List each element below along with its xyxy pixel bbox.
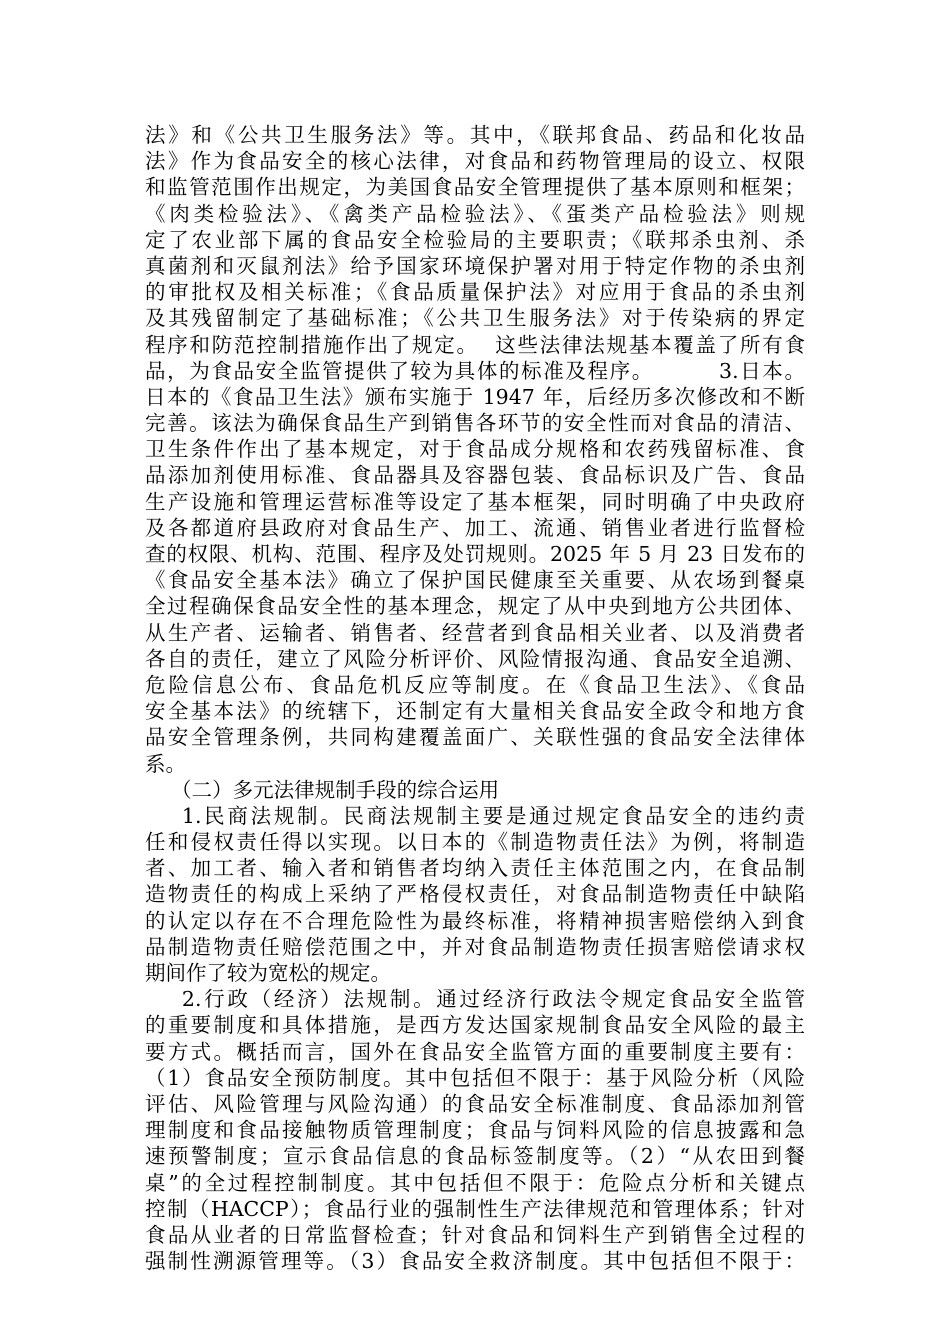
text-line: （1）食品安全预防制度。其中包括但不限于：基于风险分析（风险 <box>145 1065 805 1090</box>
text-line: 和监管范围作出规定，为美国食品安全管理提供了基本原则和框架； <box>145 175 805 200</box>
text-line: 危险信息公布、食品危机反应等制度。在《食品卫生法》、《食品 <box>145 672 805 697</box>
text-line: 生产设施和管理运营标准等设定了基本框架，同时明确了中央政府 <box>145 489 805 514</box>
text-line: 期间作了较为宽松的规定。 <box>145 961 391 985</box>
text-line: 理制度和食品接触物质管理制度；食品与饲料风险的信息披露和急 <box>145 1118 805 1143</box>
text-line: 的认定以存在不合理危险性为最终标准，将精神损害赔偿纳入到食 <box>145 908 805 933</box>
text-line: 任和侵权责任得以实现。以日本的《制造物责任法》为例，将制造 <box>145 830 805 855</box>
text-line: 1.民商法规制。民商法规制主要是通过规定食品安全的违约责 <box>145 803 805 828</box>
text-line: 各自的责任，建立了风险分析评价、风险情报沟通、食品安全追溯、 <box>145 646 805 671</box>
text-line: 食品从业者的日常监督检查；针对食品和饲料生产到销售全过程的 <box>145 1222 805 1247</box>
text-line: 速预警制度；宣示食品信息的食品标签制度等。（2）“从农田到餐 <box>145 1144 805 1169</box>
text-line: 桌”的全过程控制制度。其中包括但不限于：危险点分析和关键点 <box>145 1170 805 1195</box>
text-line: 系。 <box>145 751 186 776</box>
text-line: （二）多元法律规制手段的综合运用 <box>145 777 500 802</box>
text-line: 定了农业部下属的食品安全检验局的主要职责；《联邦杀虫剂、杀 <box>145 227 805 252</box>
text-line: 的重要制度和具体措施，是西方发达国家规制食品安全风险的最主 <box>145 1013 805 1038</box>
text-line: 2.行政（经济）法规制。通过经济行政法令规定食品安全监管 <box>145 987 805 1012</box>
text-line: 全过程确保食品安全性的基本理念，规定了从中央到地方公共团体、 <box>145 594 805 619</box>
text-line: 安全基本法》的统辖下，还制定有大量相关食品安全政令和地方食 <box>145 699 805 724</box>
text-line: 品安全管理条例，共同构建覆盖面广、关联性强的食品安全法律体 <box>145 725 805 750</box>
text-line: 从生产者、运输者、销售者、经营者到食品相关业者、以及消费者 <box>145 620 805 645</box>
text-line: 及其残留制定了基础标准；《公共卫生服务法》对于传染病的界定 <box>145 306 805 331</box>
text-line: 品添加剂使用标准、食品器具及容器包装、食品标识及广告、食品 <box>145 463 805 488</box>
text-line: 强制性溯源管理等。（3）食品安全救济制度。其中包括但不限于： <box>145 1249 805 1274</box>
text-line: 日本的《食品卫生法》颁布实施于 1947 年，后经历多次修改和不断 <box>145 384 805 409</box>
text-line: 要方式。概括而言，国外在食品安全监管方面的重要制度主要有： <box>145 1039 805 1064</box>
text-line: 《食品安全基本法》确立了保护国民健康至关重要、从农场到餐桌 <box>145 568 805 593</box>
text-line: 真菌剂和灭鼠剂法》给予国家环境保护署对用于特定作物的杀虫剂 <box>145 253 805 278</box>
text-line: 的审批权及相关标准；《食品质量保护法》对应用于食品的杀虫剂 <box>145 280 805 305</box>
text-line: 及各都道府县政府对食品生产、加工、流通、销售业者进行监督检 <box>145 515 805 540</box>
text-line: 品制造物责任赔偿范围之中，并对食品制造物责任损害赔偿请求权 <box>145 934 805 959</box>
text-line: 评估、风险管理与风险沟通）的食品安全标准制度、食品添加剂管 <box>145 1091 805 1116</box>
text-line: 法》作为食品安全的核心法律，对食品和药物管理局的设立、权限 <box>145 149 805 174</box>
text-line: 造物责任的构成上采纳了严格侵权责任，对食品制造物责任中缺陷 <box>145 882 805 907</box>
text-line: 法》和《公共卫生服务法》等。其中，《联邦食品、药品和化妆品 <box>145 123 805 147</box>
text-line: 《肉类检验法》、《禽类产品检验法》、《蛋类产品检验法》则规 <box>145 201 805 226</box>
text-line: 程序和防范控制措施作出了规定。 这些法律法规基本覆盖了所有食 <box>145 332 805 357</box>
text-line: 者、加工者、输入者和销售者均纳入责任主体范围之内，在食品制 <box>145 856 805 881</box>
text-line: 查的权限、机构、范围、程序及处罚规则。2025 年 5 月 23 日发布的 <box>145 542 805 566</box>
text-line: 卫生条件作出了基本规定，对于食品成分规格和农药残留标准、食 <box>145 437 805 462</box>
text-line: 品，为食品安全监管提供了较为具体的标准及程序。 3.日本。 <box>145 358 805 383</box>
document-body <box>145 122 805 1274</box>
text-line: 完善。该法为确保食品生产到销售各环节的安全性而对食品的清洁、 <box>145 411 805 436</box>
text-line: 控制（HACCP）；食品行业的强制性生产法律规范和管理体系；针对 <box>145 1196 805 1221</box>
